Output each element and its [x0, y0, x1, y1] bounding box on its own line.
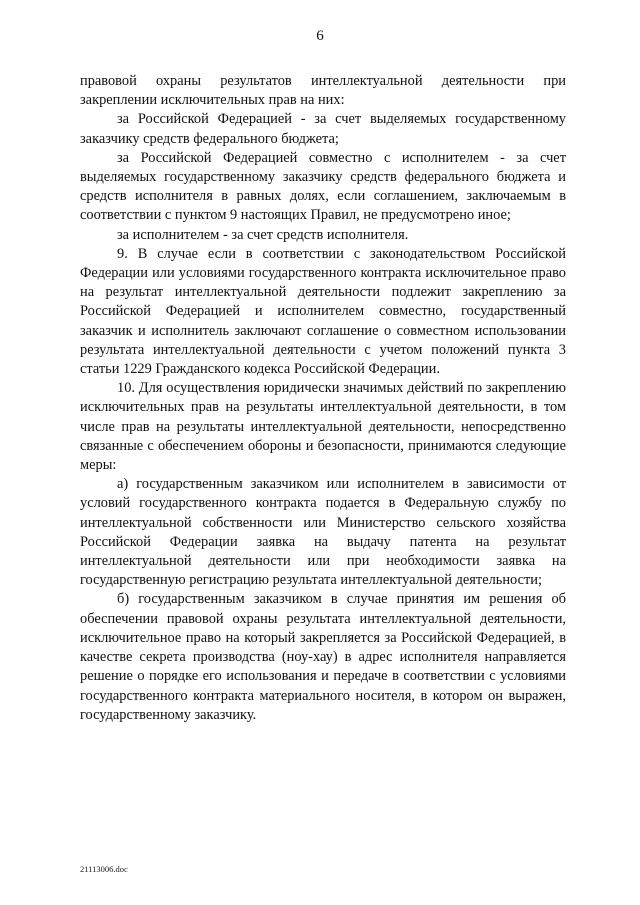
footer-filename: 21113006.doc	[80, 864, 128, 874]
paragraph-federation-budget: за Российской Федерацией - за счет выделяемых государственному заказчику средств федерального бюджета;	[80, 111, 566, 147]
paragraph-joint-funding: за Российской Федерацией совместно с исполнителем - за счет выделяемых государственному заказчику средств федерального бюджета и средств исполнителя в равных долях, если соглашением, заключаемым в соответствии с пунктом 9 настоящих Правил, не предусмотрено иное;	[80, 149, 566, 224]
paragraph-item-9: 9. В случае если в соответствии с законодательством Российской Федерации или условиями государственного контракта исключительное право на результат интеллектуальной деятельности подлежит закреплению за Российской Федерацией и исполнителем совместно, государственный заказчик и исполнитель заключают соглашение о совместном использовании результата интеллектуальной деятельности с учетом положений пункта 3 статьи 1229 Гражданского кодекса Российской Федерации.	[80, 245, 566, 378]
page-number: 6	[316, 28, 324, 44]
document-body	[80, 72, 566, 725]
paragraph-contractor-funding: за исполнителем - за счет средств исполнителя.	[117, 226, 409, 243]
paragraph-continuation: правовой охраны результатов интеллектуальной деятельности при закреплении исключительных прав на них:	[80, 73, 566, 109]
paragraph-item-10a: а) государственным заказчиком или исполнителем в зависимости от условий государственного контракта подается в Федеральную службу по интеллектуальной собственности или Министерство сельского хозяйства Российской Федерации заявка на выдачу патента на результат интеллектуальной деятельности или при необходимости заявка на государственную регистрацию результата интеллектуальной деятельности;	[80, 476, 566, 589]
paragraph-item-10: 10. Для осуществления юридически значимых действий по закреплению исключительных прав на результаты интеллектуальной деятельности, в том числе прав на результаты интеллектуальной деятельности, непосредственно связанные с обеспечением обороны и безопасности, принимаются следующие меры:	[80, 380, 566, 474]
paragraph-item-10b: б) государственным заказчиком в случае принятия им решения об обеспечении правовой охраны результата интеллектуальной деятельности, исключительное право на который закрепляется за Российской Федерацией, в качестве секрета производства (ноу-хау) в адрес исполнителя направляется решение о порядке его использования и передаче в соответствии с условиями государственного контракта материального носителя, в котором он выражен, государственному заказчику.	[80, 591, 566, 723]
